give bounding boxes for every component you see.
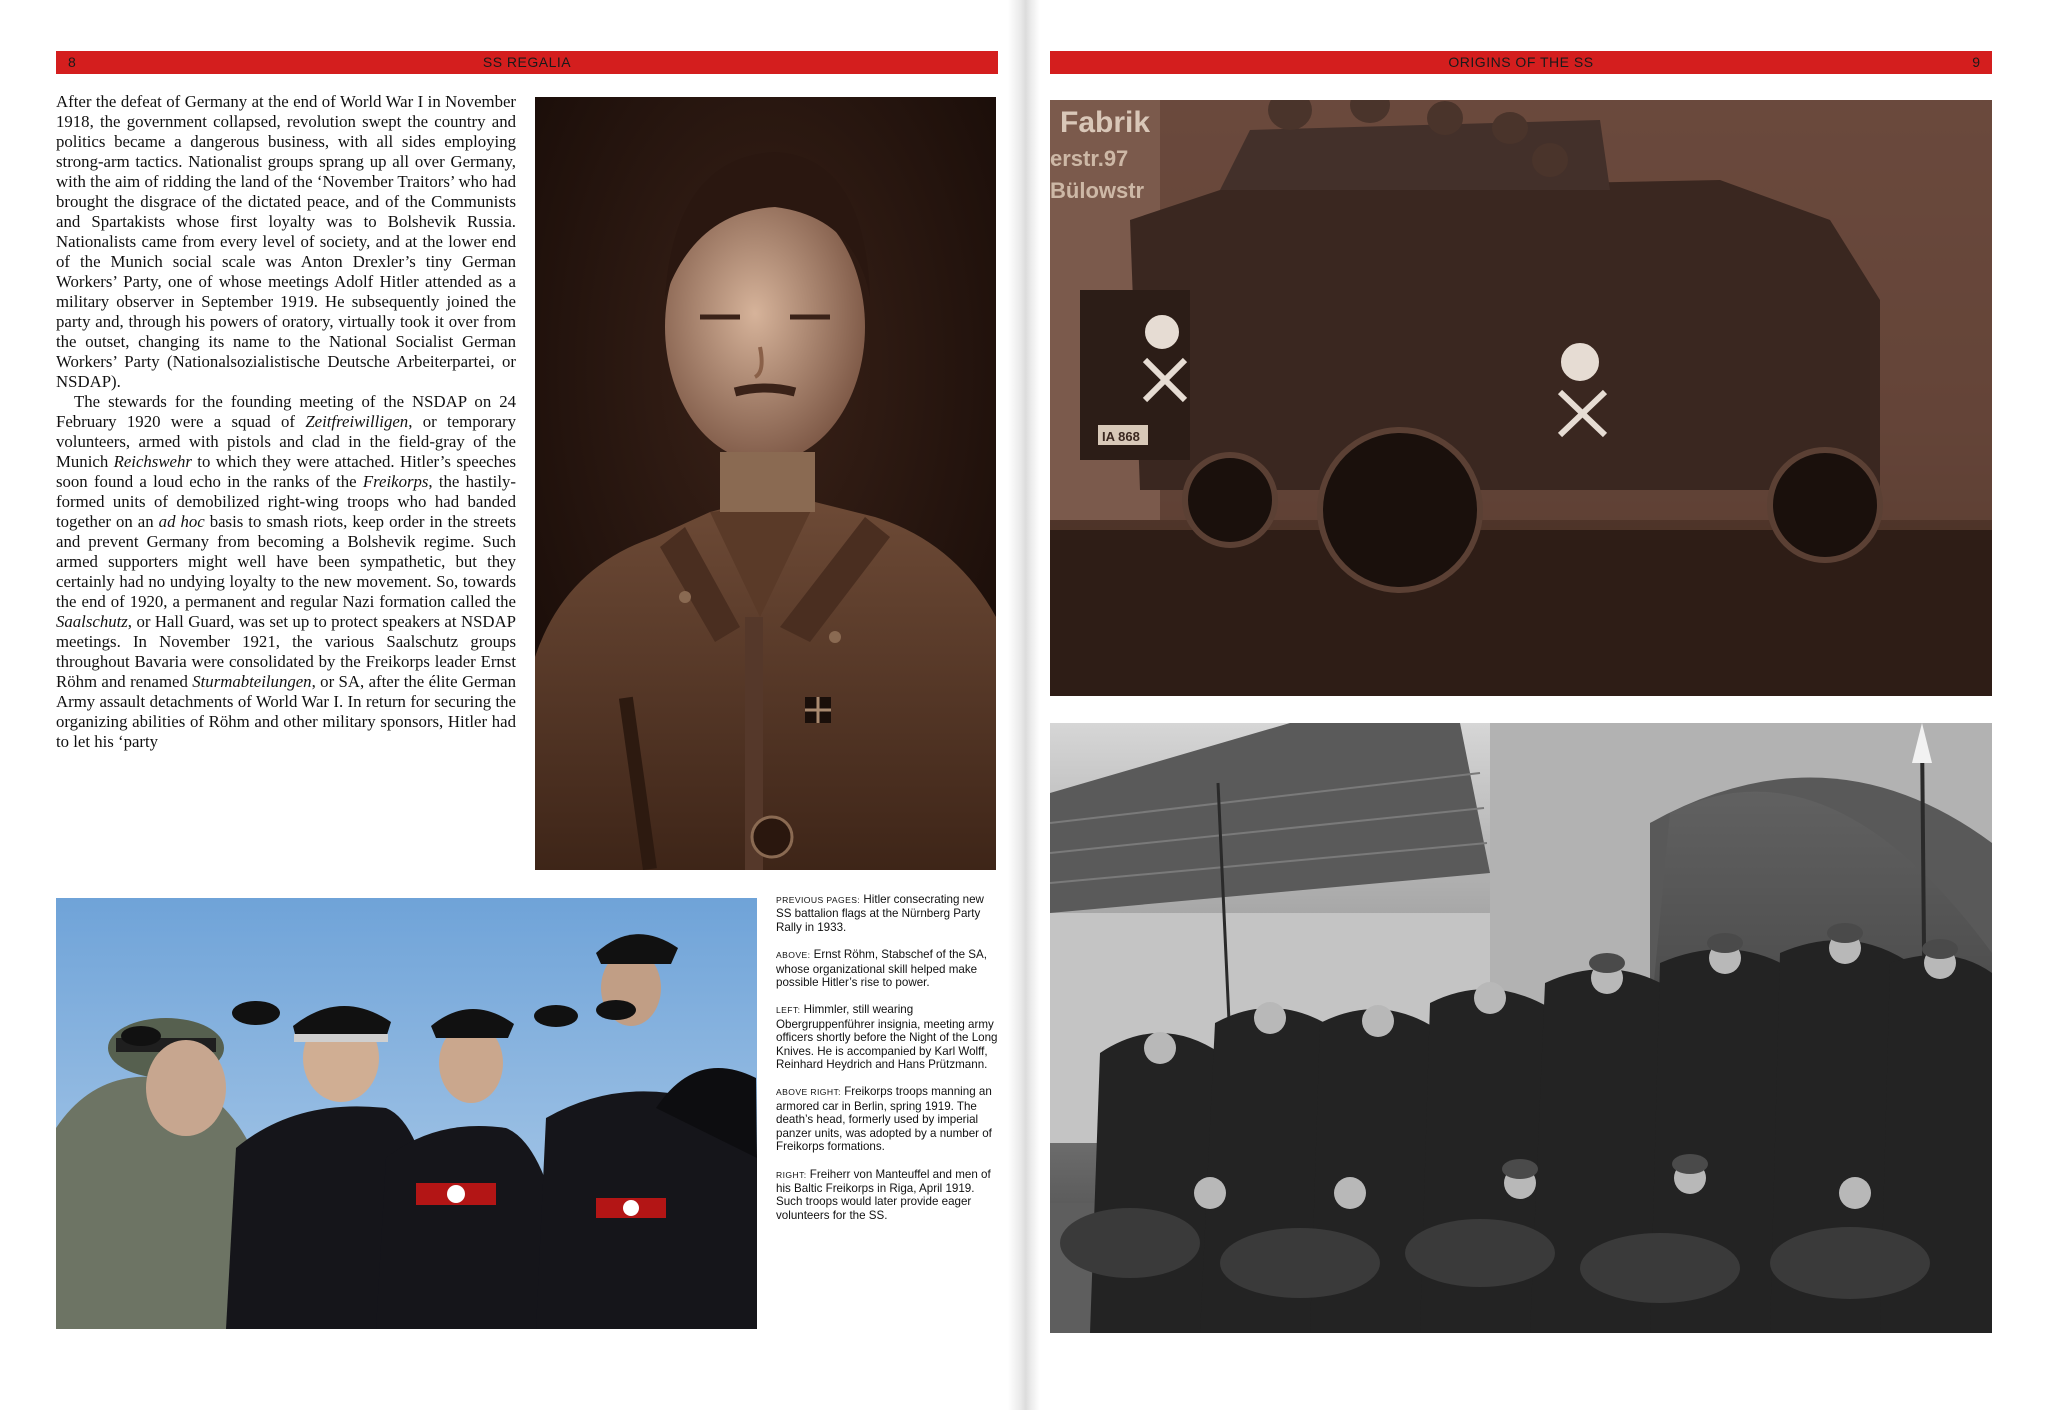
caption-previous-pages: PREVIOUS PAGES: Hitler consecrating new SS battalion flags at the Nürnberg Party Rally in 1933. <box>776 893 984 934</box>
paragraph-2: The stewards for the founding meeting of the NSDAP on 24 February 1920 were a squad of Zeitfreiwilligen, or temporary volunteers, armed with pistols and clad in the field-gray of the Munich Reichswehr to which they were attached. Hitler’s speeches soon found a loud echo in the ranks of the Freikorps, the hastily-formed units of demobilized right-wing troops who had banded together on an ad hoc basis to smash riots, keep order in the streets and prevent Germany from becoming a Bolshevik regime. Such armed supporters might well have been sympathetic, but they certainly had no undying loyalty to the new movement. So, towards the end of 1920, a permanent and regular Nazi formation called the Saalschutz, or Hall Guard, was set up to protect speakers at NSDAP meetings. In November 1921, the various Saalschutz groups throughout Bavaria were consolidated by the Freikorps leader Ernst Röhm and renamed Sturmabteilungen, or SA, after the élite German Army assault detachments of World War I. In return for securing the organizing abilities of Röhm and other military sponsors, Hitler had to let his ‘party <box>56 392 516 751</box>
article-body <box>56 92 516 752</box>
right-page-header <box>1050 51 1992 74</box>
left-page-number: 8 <box>68 54 76 70</box>
wall-sign-line-1: Fabrik <box>1060 106 1151 139</box>
left-page-running-title: SS REGALIA <box>482 54 572 70</box>
wall-sign-line-2: erstr.97 <box>1050 146 1129 171</box>
freikorps-group-photo <box>1050 723 1992 1333</box>
paragraph-1: After the defeat of Germany at the end of World War I in November 1918, the government collapsed, revolution swept the country and politics became a dangerous business, with all sides employing strong-arm tactics. Nationalist groups sprang up all over Germany, with the aim of ridding the land of the ‘November Traitors’ who had brought the disgrace of the dictated peace, and of the Communists and Spartakists whose first loyalty was to Bolshevik Russia. Nationalists came from every level of society, and at the lower end of the Munich social scale was Anton Drexler’s tiny German Workers’ Party, one of whose meetings Adolf Hitler attended as a military observer in September 1919. He subsequently joined the party and, through his powers of oratory, virtually took it over from the outset, changing its name to the National Socialist German Workers’ Party (Nationalsozialistische Deutsche Arbeiterpartei, or NSDAP). <box>56 92 516 391</box>
right-page-running-title: ORIGINS OF THE SS <box>1448 54 1594 70</box>
wall-sign-line-3: Bülowstr <box>1050 178 1145 203</box>
vehicle-plate: IA 868 <box>1102 429 1140 444</box>
photo-captions <box>776 893 998 1236</box>
caption-right: RIGHT: Freiherr von Manteuffel and men of his Baltic Freikorps in Riga, April 1919. Such troops would later provide eager volunteers for the SS. <box>776 1167 991 1222</box>
officers-meeting-photo <box>56 898 757 1329</box>
book-gutter <box>1008 0 1040 1410</box>
caption-above: ABOVE: Ernst Röhm, Stabschef of the SA, whose organizational skill helped make possible Hitler’s rise to power. <box>776 948 987 990</box>
left-page-header <box>56 51 998 74</box>
portrait-photo <box>535 97 996 870</box>
caption-left: LEFT: Himmler, still wearing Obergruppenführer insignia, meeting army officers shortly before the Night of the Long Knives. He is accompanied by Karl Wolff, Reinhard Heydrich and Hans Prützmann. <box>776 1003 998 1072</box>
right-page-number: 9 <box>1972 54 1980 70</box>
caption-above-right: ABOVE RIGHT: Freikorps troops manning an armored car in Berlin, spring 1919. The death’s head, formerly used by imperial panzer units, was adopted by a number of Freikorps formations. <box>776 1085 992 1154</box>
armored-car-photo <box>1050 100 1992 696</box>
